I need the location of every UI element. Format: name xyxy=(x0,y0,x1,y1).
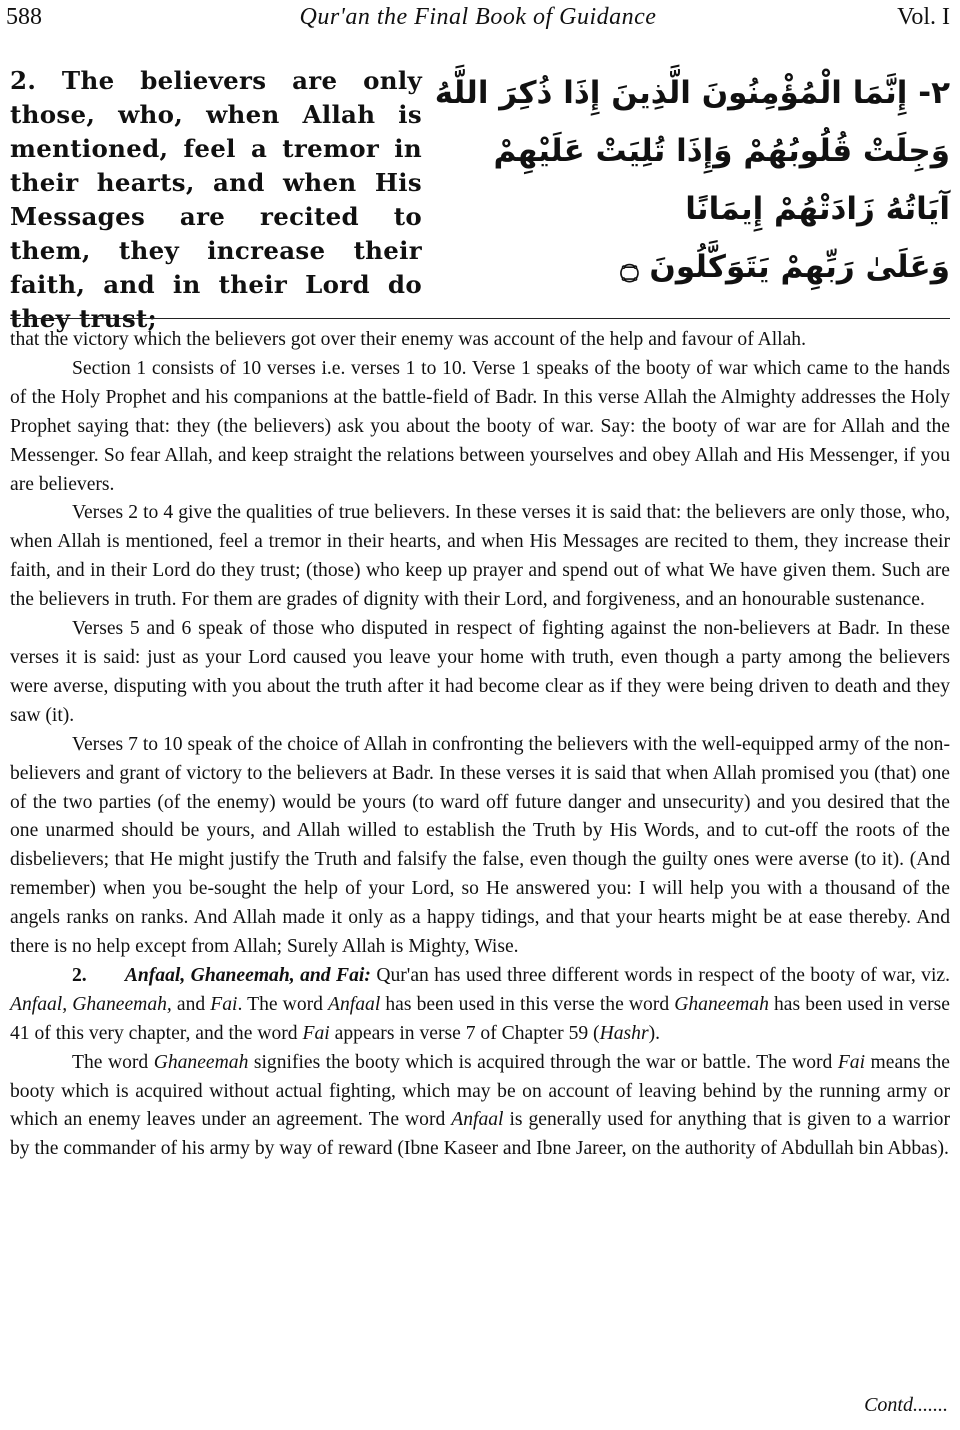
continued-label: Contd....... xyxy=(864,1394,948,1416)
italic-term: Fai xyxy=(837,1051,866,1073)
arabic-line: وَجِلَتْ قُلُوبُهُمْ وَإِذَا تُلِيَتْ عَلَيْهِمْ xyxy=(493,133,950,169)
text-run: Qur'an has used three different words in respect of the booty of war, viz. xyxy=(370,964,951,986)
verse-translation: 2. The believers are only those, who, when Allah is mentioned, feel a tremor in their hearts, and when His Messages are recited to them, they increase their faith, and in their Lord do they trust; xyxy=(10,66,422,333)
italic-term: Hashr xyxy=(599,1022,649,1044)
italic-term: Ghaneemah xyxy=(674,993,769,1015)
arabic-line: ٢- إِنَّمَا الْمُؤْمِنُونَ الَّذِينَ إِذَا ذُكِرَ اللَّهُ xyxy=(434,75,950,111)
text-run: signifies the booty which is acquired through the war or battle. The word xyxy=(248,1051,838,1073)
running-header xyxy=(6,4,950,34)
book-title: Qur'an the Final Book of Guidance xyxy=(299,4,657,30)
text-run: . The word xyxy=(237,993,329,1015)
text-run: and xyxy=(171,993,211,1015)
text-run: has been used in verse 41 of this very chapter, and the word xyxy=(10,993,950,1044)
note-number: 2. xyxy=(72,964,87,986)
italic-term: Ghaneemah xyxy=(153,1051,249,1073)
commentary-body xyxy=(10,326,950,1164)
italic-term: Fai xyxy=(302,1022,330,1044)
section-divider xyxy=(10,318,950,319)
arabic-line: وَعَلَىٰ رَبِّهِمْ يَتَوَكَّلُونَ ۝ xyxy=(620,249,950,285)
text-run: is generally used for anything that is given to a warrior by the commander of his army by way of reward (Ibne Kaseer and Ibne Jareer, on the authority of Abdullah bin Abbas). xyxy=(10,1109,950,1160)
paragraph: Verses 7 to 10 speak of the choice of Allah in confronting the believers with the well-equipped army of the non-believers and grant of victory to the believers at Badr. In these verses it is said that when Allah promised you (that) one of the two parties (of the enemy) would be yours (to ward off future danger and unsecurity) and you desired that the one unarmed should be yours, and Allah willed to establish the Truth by His Words, and to cut-off the roots of the disbelievers; that He might justify the Truth and falsify the false, even though the guilty ones were averse (to it). (And remember) when you be-sought the help of your Lord, so He answered you: I will help you with a thousand of the angels ranks on ranks. And Allah made it only as a happy tidings, and that your hearts might be at ease thereby. And there is no help except from Allah; Surely Allah is Mighty, Wise. xyxy=(10,733,950,958)
arabic-verse xyxy=(434,64,950,296)
italic-term: Anfaal, Ghaneemah, xyxy=(10,993,172,1015)
paragraph: that the victory which the believers got over their enemy was account of the help and favour of Allah. xyxy=(10,329,807,350)
italic-term: Fai xyxy=(210,993,238,1015)
paragraph-terms xyxy=(10,962,950,1049)
page-number: 588 xyxy=(6,4,42,30)
note-heading: Anfaal, Ghaneemah, and Fai: xyxy=(124,964,371,986)
volume-label: Vol. I xyxy=(897,4,950,30)
italic-term: Anfaal xyxy=(451,1109,504,1131)
arabic-line: آيَاتُهُ زَادَتْهُمْ إِيمَانًا xyxy=(685,191,950,227)
text-run: appears in verse 7 of Chapter 59 ( xyxy=(329,1022,600,1044)
text-run: ). xyxy=(648,1022,661,1044)
text-run: means the booty which is acquired without actual fighting, which may be on account of leaving behind by the running army or which an enemy leaves under an agreement. The word xyxy=(10,1051,950,1131)
text-run: has been used in this verse the word xyxy=(380,993,675,1015)
paragraph: Section 1 consists of 10 verses i.e. verses 1 to 10. Verse 1 speaks of the booty of war which came to the hands of the Holy Prophet and his companions at the battle-field of Badr. In this verse Allah the Almighty addresses the Holy Prophet saying that: they (the believers) ask you about the booty of war. Say: the booty of war are for Allah and the Messenger. So fear Allah, and keep straight the relations between yourselves and obey Allah and His Messenger, if you are believers. xyxy=(10,357,950,495)
italic-term: Anfaal xyxy=(328,993,381,1015)
text-run: The word xyxy=(72,1051,154,1073)
paragraph: Verses 5 and 6 speak of those who disputed in respect of fighting against the non-believers at Badr. In these verses it is said: just as your Lord caused you leave your home with truth, even though a party among the believers were averse, disputing with you about the truth after it had become clear as if they were being driven to death and they saw (it). xyxy=(10,618,950,726)
paragraph-definitions xyxy=(10,1049,950,1165)
paragraph: Verses 2 to 4 give the qualities of true believers. In these verses it is said that: the believers are only those, who, when Allah is mentioned, feel a tremor in their hearts, and when His Messages are recited to them, they increase their faith, and in their Lord do they trust; (those) who keep up prayer and spend out of what We have given them. Such are the believers in truth. For them are grades of dignity with their Lord, and forgiveness, and an honourable sustenance. xyxy=(10,502,950,611)
